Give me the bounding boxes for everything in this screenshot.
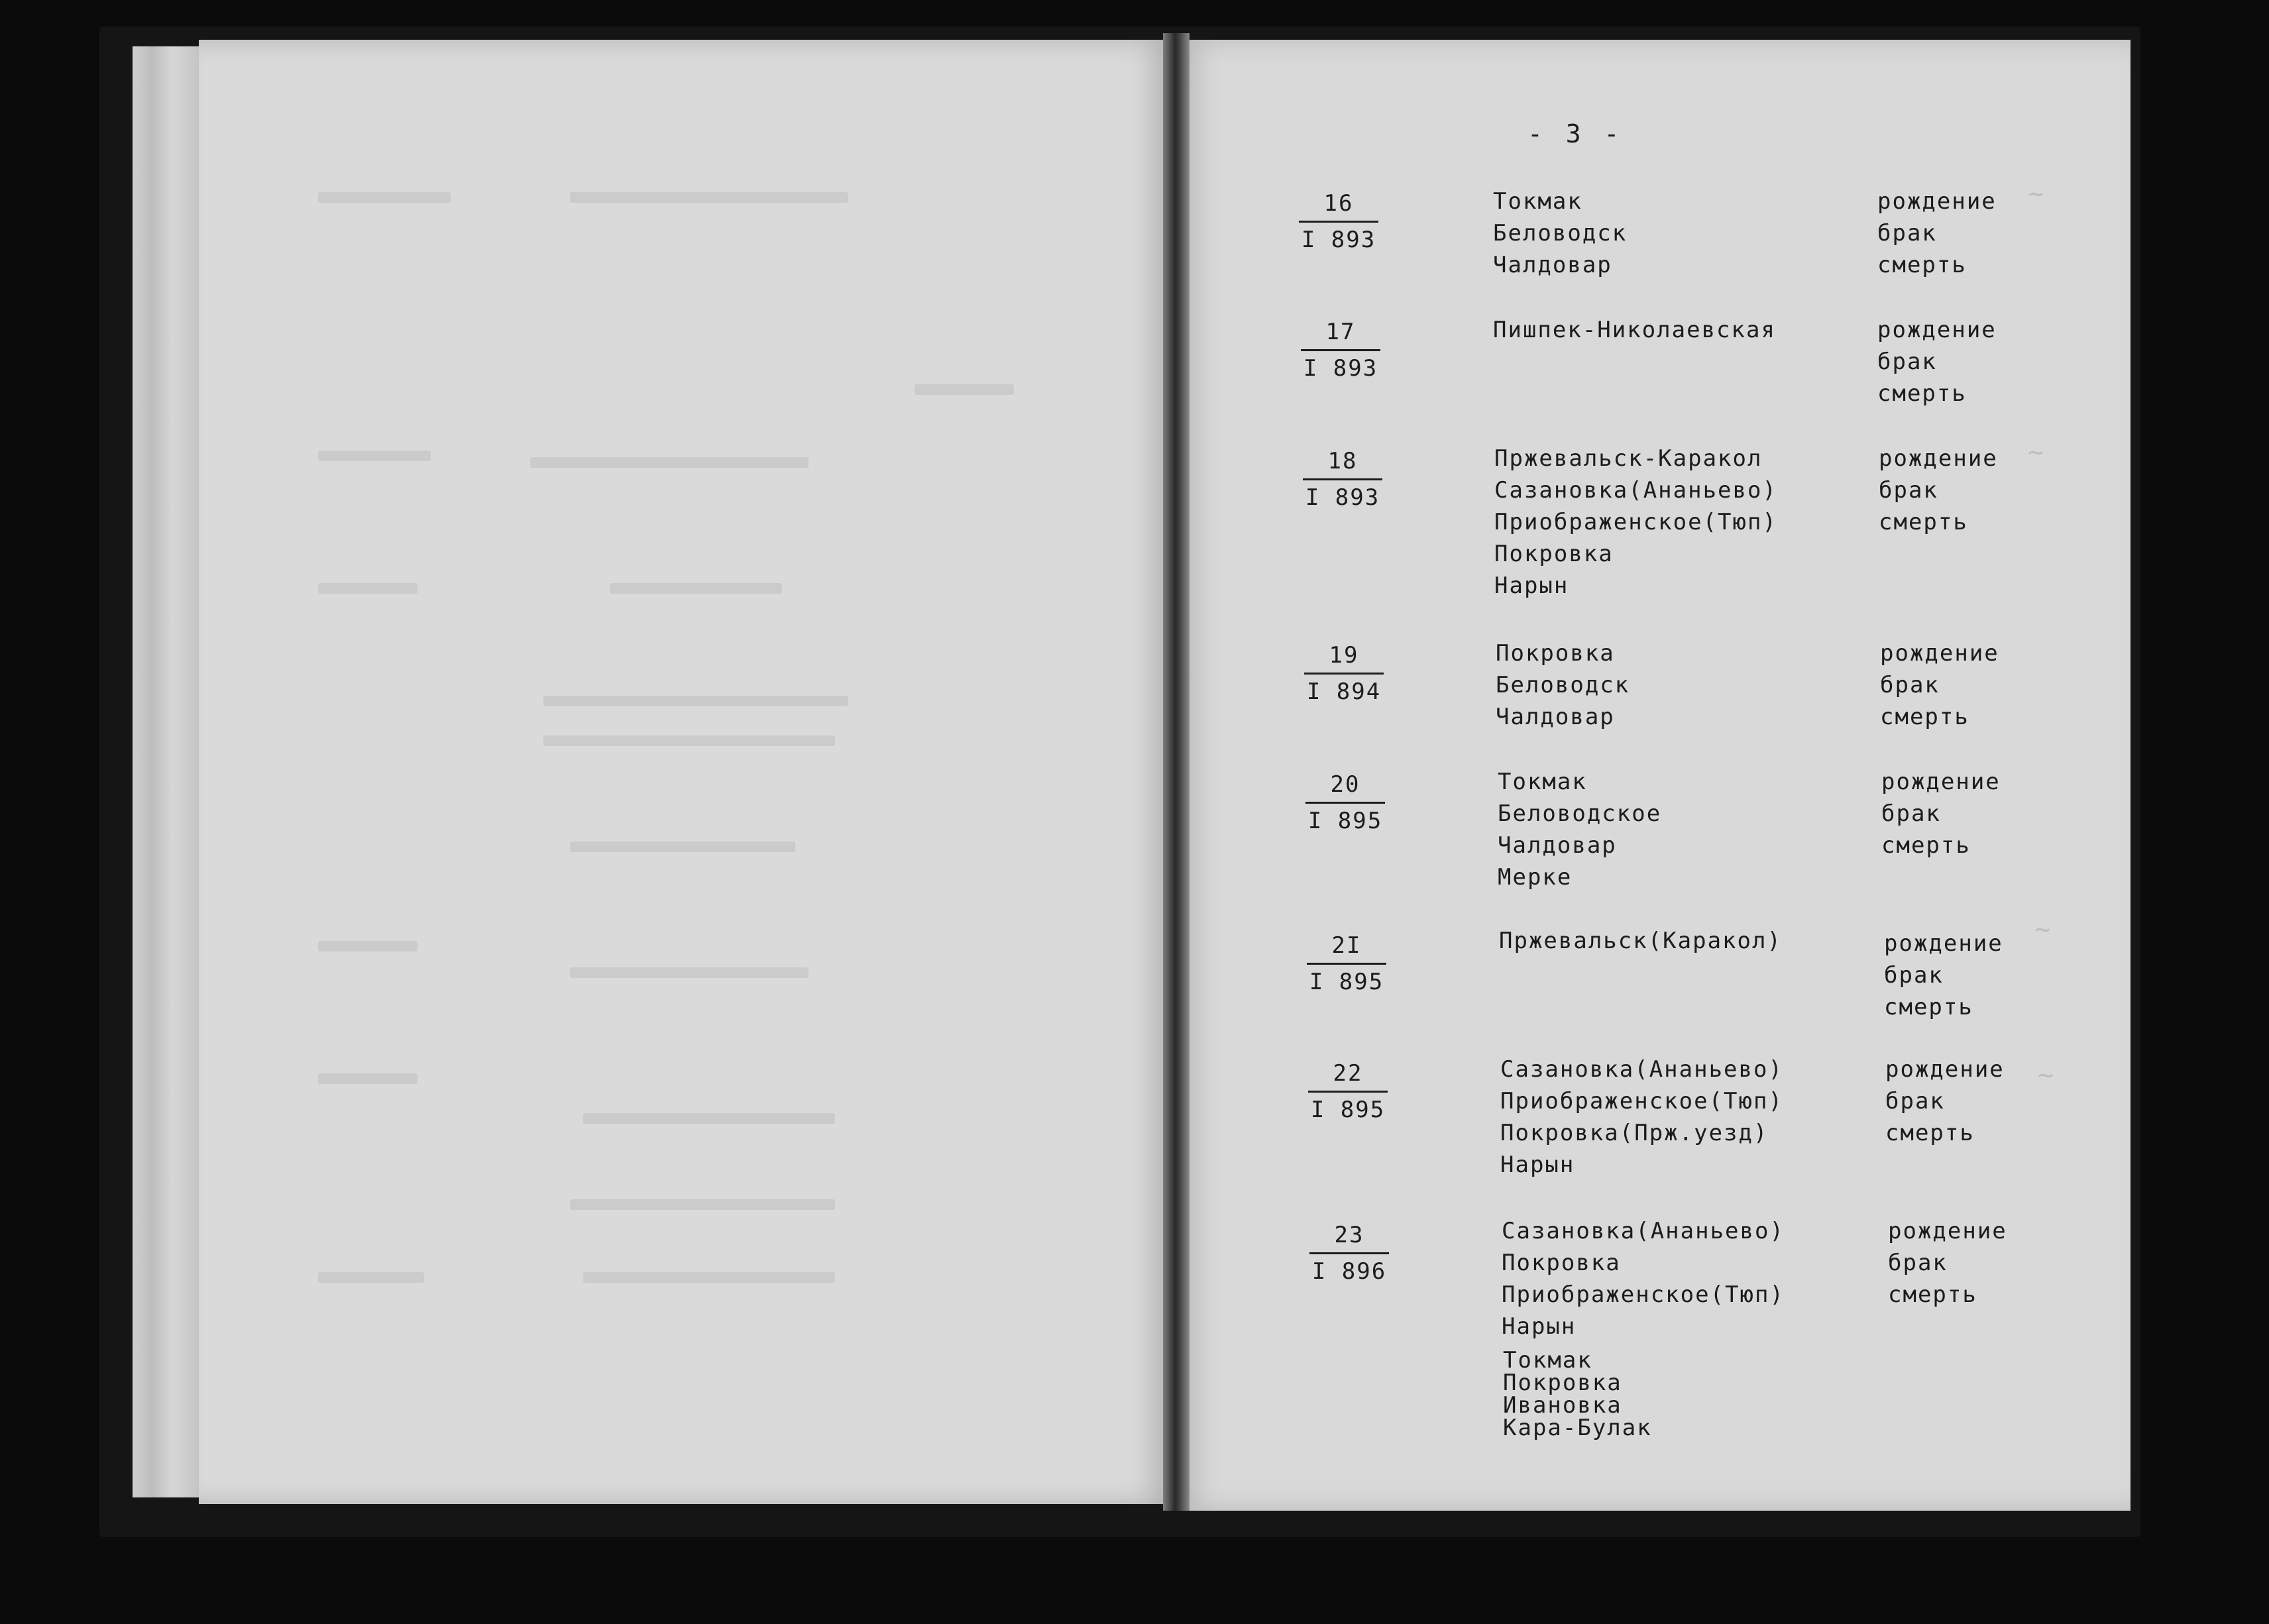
entry-18-number <box>1303 445 1382 514</box>
entry-17-records <box>1877 314 1997 409</box>
entry-number: 17 <box>1301 316 1380 351</box>
entry-year: I 895 <box>1310 1097 1386 1123</box>
place: Чалдовар <box>1493 252 1612 278</box>
entry-20-number <box>1305 769 1385 837</box>
place: Чалдовар <box>1496 704 1615 730</box>
entry-21-number <box>1307 930 1386 998</box>
entry-23-number <box>1309 1219 1389 1287</box>
entry-19-records <box>1880 637 1999 733</box>
entry-20-places <box>1498 766 1661 893</box>
record-type: рождение <box>1880 640 1999 667</box>
place: Нарын <box>1502 1313 1577 1340</box>
place: Мерке <box>1498 864 1573 891</box>
entry-22-number <box>1308 1057 1388 1126</box>
entry-year: I 895 <box>1307 808 1383 834</box>
entry-21-places <box>1499 925 1782 957</box>
record-type: рождение <box>1885 1056 2005 1083</box>
place: Токмак <box>1498 769 1587 795</box>
place: Нарын <box>1500 1152 1575 1178</box>
place: Чалдовар <box>1498 832 1617 859</box>
record-type: брак <box>1888 1250 1948 1276</box>
entry-year: I 895 <box>1309 969 1384 995</box>
entry-number: 18 <box>1303 445 1382 480</box>
entry-22-records <box>1885 1054 2005 1149</box>
entry-23-records <box>1888 1215 2007 1311</box>
place: Приображенское(Тюп) <box>1502 1281 1785 1308</box>
entry-22-places <box>1500 1054 1783 1181</box>
place: Пржевальск(Каракол) <box>1499 928 1782 954</box>
entry-number: 23 <box>1309 1219 1389 1254</box>
record-type: рождение <box>1877 188 1997 215</box>
record-type: брак <box>1879 477 1938 504</box>
entry-18-records <box>1879 443 1998 538</box>
place: Беловодское <box>1498 800 1662 827</box>
entry-number: 19 <box>1304 639 1384 675</box>
entry-16-records <box>1877 186 1997 281</box>
entry-year: I 894 <box>1306 678 1382 705</box>
place: Приображенское(Тюп) <box>1500 1088 1783 1114</box>
entry-19-number <box>1304 639 1384 708</box>
place: Сазановка(Ананьево) <box>1494 477 1777 504</box>
entry-number: 20 <box>1305 769 1385 804</box>
place: Покровка <box>1496 640 1615 667</box>
record-type: смерть <box>1880 704 1969 730</box>
record-type: брак <box>1881 800 1941 827</box>
record-type: рождение <box>1877 317 1997 343</box>
place: Пржевальск-Каракол <box>1494 445 1763 472</box>
place: Токмак <box>1493 188 1582 215</box>
record-type: смерть <box>1888 1281 1977 1308</box>
entry-17-places <box>1493 314 1776 346</box>
record-type: брак <box>1884 962 1944 989</box>
record-type: смерть <box>1879 509 1968 535</box>
place: Приображенское(Тюп) <box>1494 509 1777 535</box>
place: Сазановка(Ананьево) <box>1502 1218 1785 1244</box>
place: Покровка <box>1503 1370 1622 1396</box>
record-type: рождение <box>1884 930 2003 957</box>
record-type: рождение <box>1881 769 2001 795</box>
left-page-blank <box>199 40 1173 1504</box>
book-gutter <box>1163 33 1190 1511</box>
place: Беловодск <box>1496 672 1630 698</box>
record-type: смерть <box>1885 1120 1975 1146</box>
entry-year: I 893 <box>1303 355 1378 382</box>
entry-number: 2I <box>1307 930 1386 965</box>
entry-18-places <box>1494 443 1777 602</box>
place: Сазановка(Ананьево) <box>1500 1056 1783 1083</box>
record-type: смерть <box>1877 380 1967 407</box>
record-type: рождение <box>1879 445 1998 472</box>
entry-23-places <box>1502 1215 1785 1342</box>
entry-20-records <box>1881 766 2001 861</box>
entry-number: 22 <box>1308 1057 1388 1093</box>
entry-23-places-continued <box>1503 1349 1652 1439</box>
entry-21-records <box>1884 928 2003 1023</box>
record-type: смерть <box>1881 832 1971 859</box>
entry-16-number <box>1299 188 1378 256</box>
record-type: смерть <box>1877 252 1967 278</box>
entry-16-places <box>1493 186 1627 281</box>
place: Пишпек-Николаевская <box>1493 317 1776 343</box>
page-number: - 3 - <box>1527 119 1624 148</box>
entry-year: I 893 <box>1305 484 1380 511</box>
record-type: рождение <box>1888 1218 2007 1244</box>
entry-19-places <box>1496 637 1630 733</box>
place: Покровка <box>1502 1250 1621 1276</box>
place: Токмак <box>1503 1347 1592 1374</box>
entry-17-number <box>1301 316 1380 384</box>
place: Ивановка <box>1503 1392 1622 1419</box>
place: Покровка(Прж.уезд) <box>1500 1120 1769 1146</box>
page-edges <box>133 46 199 1497</box>
scanned-book-spread: ∼ ∼ ∼ ∼ <box>0 0 2269 1624</box>
record-type: смерть <box>1884 994 1973 1020</box>
place: Беловодск <box>1493 220 1628 246</box>
entry-number: 16 <box>1299 188 1378 223</box>
entry-year: I 896 <box>1311 1258 1387 1285</box>
place: Покровка <box>1494 541 1614 567</box>
record-type: брак <box>1880 672 1940 698</box>
entry-year: I 893 <box>1301 227 1376 253</box>
place: Нарын <box>1494 572 1569 599</box>
place: Кара-Булак <box>1503 1415 1652 1441</box>
record-type: брак <box>1877 220 1937 246</box>
record-type: брак <box>1885 1088 1945 1114</box>
record-type: брак <box>1877 349 1937 375</box>
